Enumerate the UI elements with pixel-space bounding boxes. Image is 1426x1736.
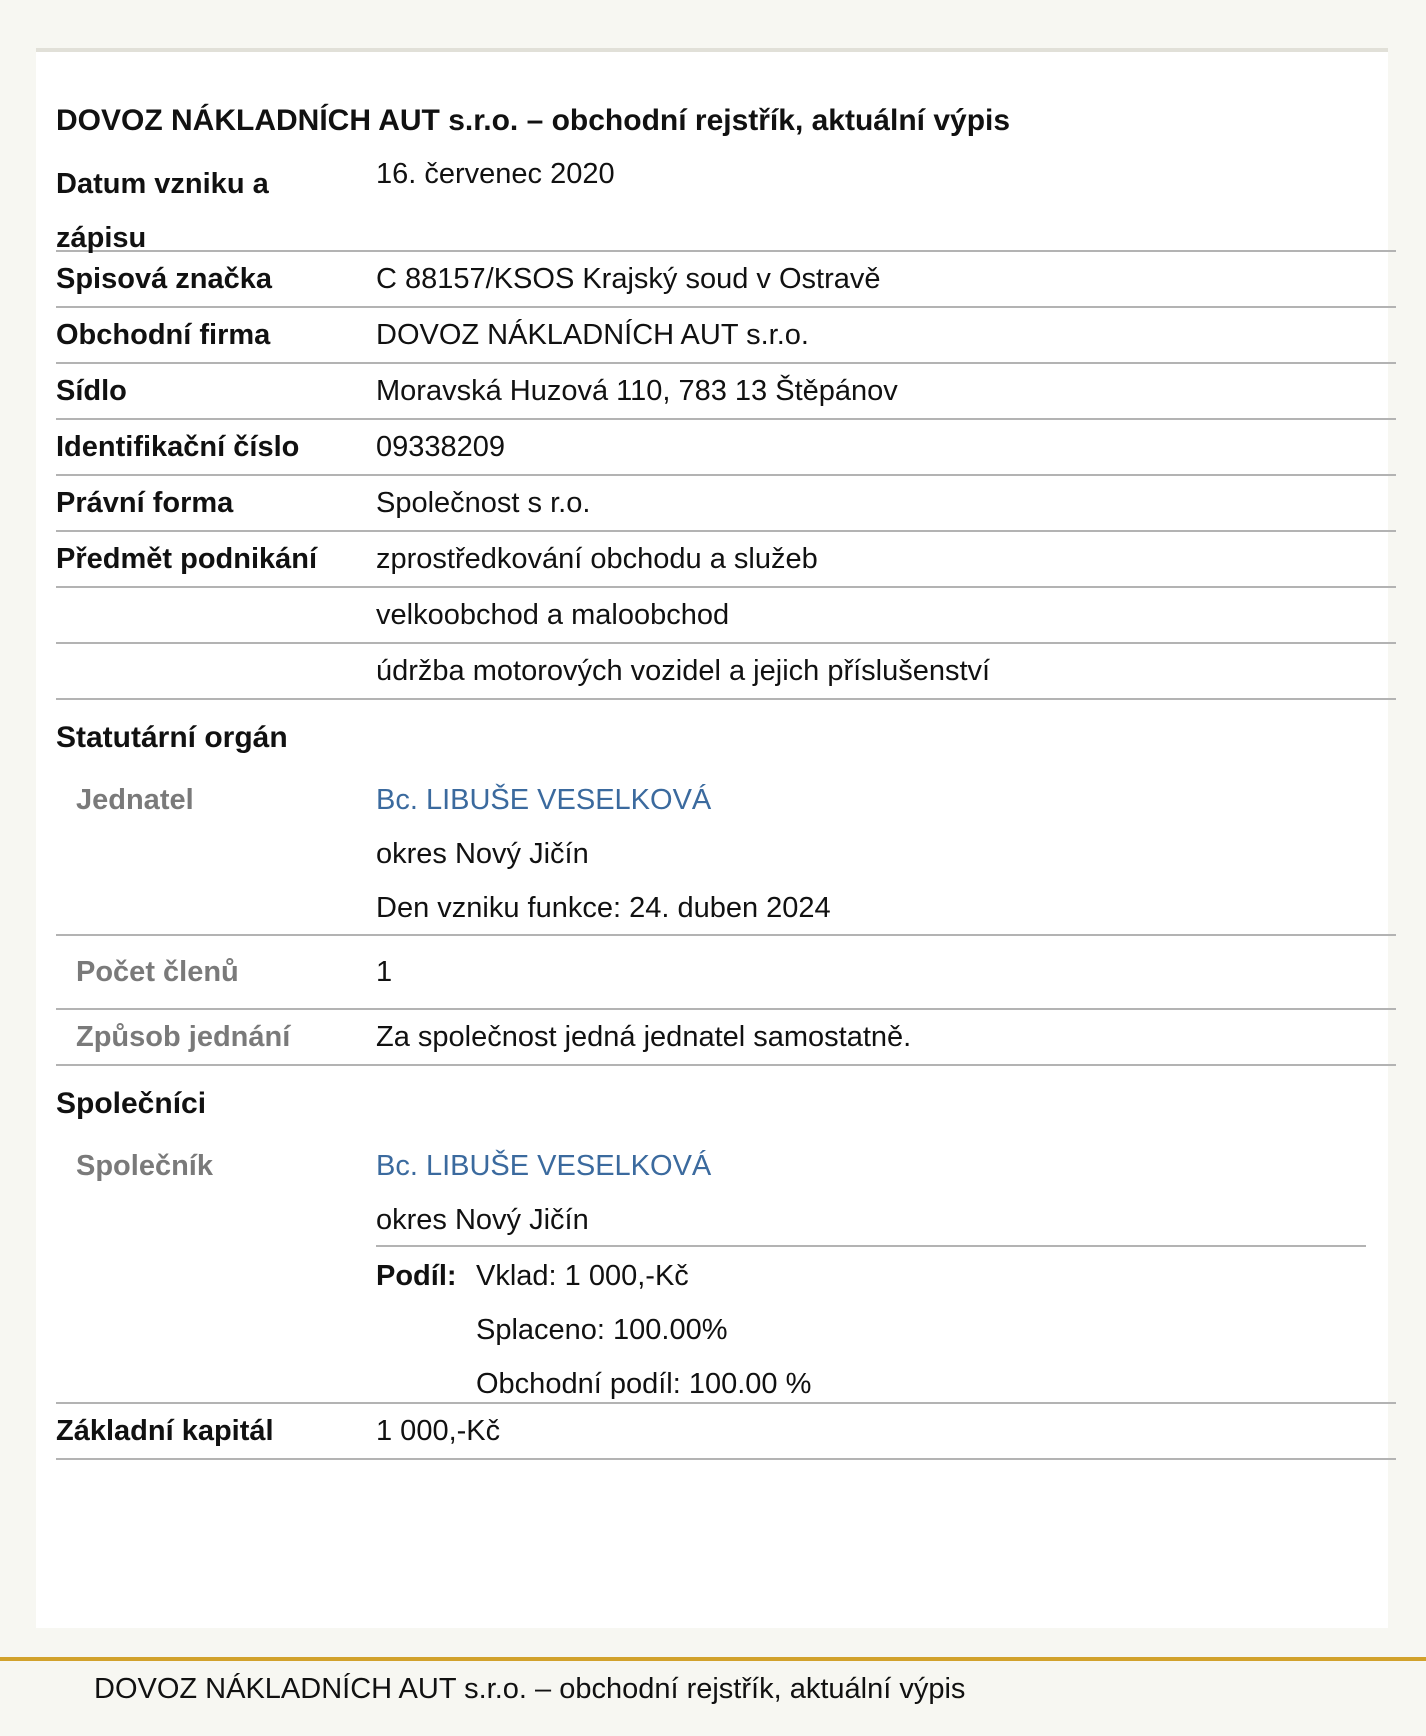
share-business-share: Obchodní podíl: 100.00 % <box>476 1368 812 1400</box>
row-partner <box>56 1136 1396 1404</box>
row-value: Moravská Huzová 110, 783 13 Štěpánov <box>376 375 898 407</box>
row-label: Spisová značka <box>56 263 272 295</box>
executive-function-start: Den vzniku funkce: 24. duben 2024 <box>376 892 831 924</box>
row-member-count <box>56 936 1396 1010</box>
row-label: Právní forma <box>56 487 234 519</box>
share-paid: Splaceno: 100.00% <box>476 1314 728 1346</box>
row-manner-of-acting <box>56 1010 1396 1066</box>
row-value: DOVOZ NÁKLADNÍCH AUT s.r.o. <box>376 319 809 351</box>
row-business-activity-3 <box>56 644 1396 700</box>
manner-of-acting-value: Za společnost jedná jednatel samostatně. <box>376 1021 912 1053</box>
member-count-label: Počet členů <box>76 956 239 988</box>
row-value: Společnost s r.o. <box>376 487 591 519</box>
row-label: Obchodní firma <box>56 319 271 351</box>
executive-label: Jednatel <box>76 784 194 816</box>
row-label: Předmět podnikání <box>56 543 318 575</box>
share-values <box>476 1246 811 1414</box>
section-heading-partners: Společníci <box>56 1087 207 1120</box>
row-date-of-registration <box>56 144 1396 252</box>
register-extract-card <box>36 48 1388 1628</box>
partner-district: okres Nový Jičín <box>376 1204 589 1236</box>
share-capital-label: Základní kapitál <box>56 1415 274 1447</box>
share-capital-value: 1 000,-Kč <box>376 1415 501 1447</box>
row-company-name <box>56 308 1396 364</box>
row-value: C 88157/KSOS Krajský soud v Ostravě <box>376 263 881 295</box>
row-executive <box>56 770 1396 936</box>
page-footer <box>0 1657 1426 1736</box>
row-registered-office <box>56 364 1396 420</box>
row-label: Identifikační číslo <box>56 431 300 463</box>
row-file-number <box>56 252 1396 308</box>
row-business-activity <box>56 532 1396 588</box>
row-value: zprostředkování obchodu a služeb <box>376 543 818 575</box>
manner-of-acting-label: Způsob jednání <box>76 1021 291 1053</box>
executive-details <box>376 770 831 938</box>
page-title: DOVOZ NÁKLADNÍCH AUT s.r.o. – obchodní rejstřík, aktuální výpis <box>56 104 1011 137</box>
row-value: 09338209 <box>376 431 506 463</box>
share-deposit: Vklad: 1 000,-Kč <box>476 1260 689 1292</box>
row-label: Sídlo <box>56 375 127 407</box>
row-value: údržba motorových vozidel a jejich příslušenství <box>376 655 991 687</box>
partner-label: Společník <box>76 1150 213 1182</box>
partner-name-link[interactable]: Bc. LIBUŠE VESELKOVÁ <box>376 1150 712 1182</box>
partner-details <box>376 1136 711 1250</box>
section-heading-statutory-body: Statutární orgán <box>56 721 288 754</box>
row-legal-form <box>56 476 1396 532</box>
row-business-activity-2 <box>56 588 1396 644</box>
executive-district: okres Nový Jičín <box>376 838 589 870</box>
row-label-line-1: Datum vzniku a <box>56 168 269 200</box>
member-count-value: 1 <box>376 956 393 988</box>
footer-title: DOVOZ NÁKLADNÍCH AUT s.r.o. – obchodní rejstřík, aktuální výpis <box>94 1673 966 1705</box>
row-share-capital <box>56 1404 1396 1460</box>
row-value: velkoobchod a maloobchod <box>376 599 730 631</box>
executive-name-link[interactable]: Bc. LIBUŠE VESELKOVÁ <box>376 784 712 816</box>
row-identification-number <box>56 420 1396 476</box>
row-label-line-2: zápisu <box>56 222 147 254</box>
share-label: Podíl: <box>376 1260 457 1292</box>
row-value: 16. červenec 2020 <box>376 158 615 190</box>
